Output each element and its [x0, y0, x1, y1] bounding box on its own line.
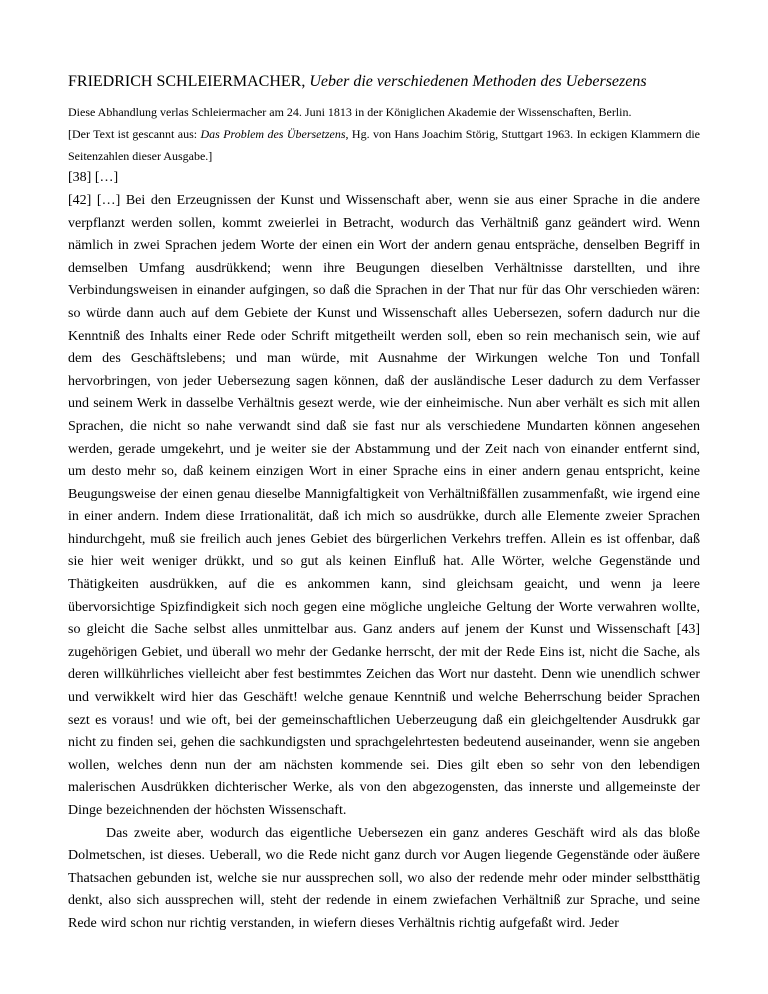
- source-note-suffix: , Hg. von Hans Joachim Störig, Stuttgart 1963. In eckigen Klammern die Seitenzahlen dieser Ausgabe.]: [68, 126, 700, 163]
- delivery-note: Diese Abhandlung verlas Schleiermacher am 24. Juni 1813 in der Königlichen Akademie der Wissenschaften, Berlin.: [68, 105, 632, 119]
- source-note-prefix: [Der Text ist gescannt aus:: [68, 126, 201, 141]
- author-name: FRIEDRICH SCHLEIERMACHER,: [68, 73, 306, 90]
- paragraph-1: [42] […] Bei den Erzeugnissen der Kunst und Wissenschaft aber, wenn sie aus einer Sprache in die andere verpflanzt werden sollen, kommt zweierlei in Betracht, wodurch das Verhältniß ganz geändert wird. Wenn nämlich in zwei Sprachen jedem Worte der einen ein Wort der andern genau entspräche, denselben Begriff in demselben Umfang ausdrükkend; wenn ihre Beugungen dieselben Verhältnisse darstellten, und ihre Verbindungsweisen in einander aufgingen, so daß die Sprachen in der That nur für das Ohr verschieden wären: so würde dann auch auf dem Gebiete der Kunst und Wissenschaft alles Uebersezen, sofern dadurch nur die Kenntniß des Inhalts einer Rede oder Schrift mitgetheilt werden soll, eben so rein mechanisch sein, wie auf dem des Geschäftslebens; und man würde, mit Ausnahme der Wirkungen welche Ton und Tonfall hervorbringen, von jeder Uebersezung sagen können, daß der ausländische Leser dadurch zu dem Verfasser und seinem Werk in dasselbe Verhältnis gesezt werde, wie der einheimische. Nun aber verhält es sich mit allen Sprachen, die nicht so nahe verwandt sind daß sie fast nur als verschiedene Mundarten können angesehen werden, gerade umgekehrt, und je weiter sie der Abstammung und der Zeit nach von einander entfernt sind, um desto mehr so, daß keinem einzigen Wort in einer Sprache eins in einer andern genau entspricht, keine Beugungsweise der einen genau dieselbe Mannigfaltigkeit von Verhältnißfällen zusammenfaßt, wie irgend eine in einer andern. Indem diese Irrationalität, daß ich mich so ausdrükke, durch alle Elemente zweier Sprachen hindurchgeht, muß sie freilich auch jenes Gebiet des bürgerlichen Verkehrs treffen. Allein es ist offenbar, daß sie hier weit weniger drükkt, und so gut als keinen Einfluß hat. Alle Wörter, welche Gegenstände und Thätigkeiten ausdrükken, auf die es ankommen kann, sind gleichsam geaicht, und wenn ja leere übervorsichtige Spizfindigkeit sich noch gegen eine mögliche ungleiche Geltung der Worte verwahren wollte, so gleicht die Sache selbst alles unmittelbar aus. Ganz anders auf jenem der Kunst und Wissenschaft [43] zugehörigen Gebiet, und überall wo mehr der Gedanke herrscht, der mit der Rede Eins ist, nicht die Sache, als deren willkührliches vielleicht aber fest bestimmtes Zeichen das Wort nur dasteht. Denn wie unendlich schwer und verwikkelt wird hier das Geschäft! welche genaue Kenntniß und welche Beherrschung beider Sprachen sezt es voraus! und wie oft, bei der gemeinschaftlichen Ueberzeugung daß ein gleichgeltender Ausdrukk gar nicht zu finden sei, gehen die sachkundigsten und sprachgelehrtesten bedeutend auseinander, wenn sie angeben wollen, welches denn nun der am nächsten kommende sei. Dies gilt eben so sehr von den lebendigen malerischen Ausdrükken dichterischer Werke, als von den abgezogensten, das innerste und allgemeinste der Dinge bezeichnenden der höchsten Wissenschaft.: [68, 192, 700, 819]
- document-title: [68, 72, 700, 92]
- work-title: Ueber die verschiedenen Methoden des Uebersezens: [309, 73, 647, 90]
- page-marker-38: [38] […]: [68, 170, 119, 186]
- source-book-title: Das Problem des Übersetzens: [200, 126, 346, 141]
- paragraph-2: Das zweite aber, wodurch das eigentliche Uebersezen ein ganz anderes Geschäft wird als das bloße Dolmetschen, ist dieses. Ueberall, wo die Rede nicht ganz durch vor Augen liegende Gegenstände oder äußere Thatsachen gebunden ist, welche sie nur aussprechen soll, wo also der redende mehr oder minder selbstthätig denkt, also sich aussprechen will, steht der redende in einem zwiefachen Verhältniß zur Sprache, und seine Rede wird schon nur richtig verstanden, in wiefern dieses Verhältnis richtig aufgefaßt wird. Jeder: [68, 825, 700, 931]
- source-note: [68, 124, 700, 168]
